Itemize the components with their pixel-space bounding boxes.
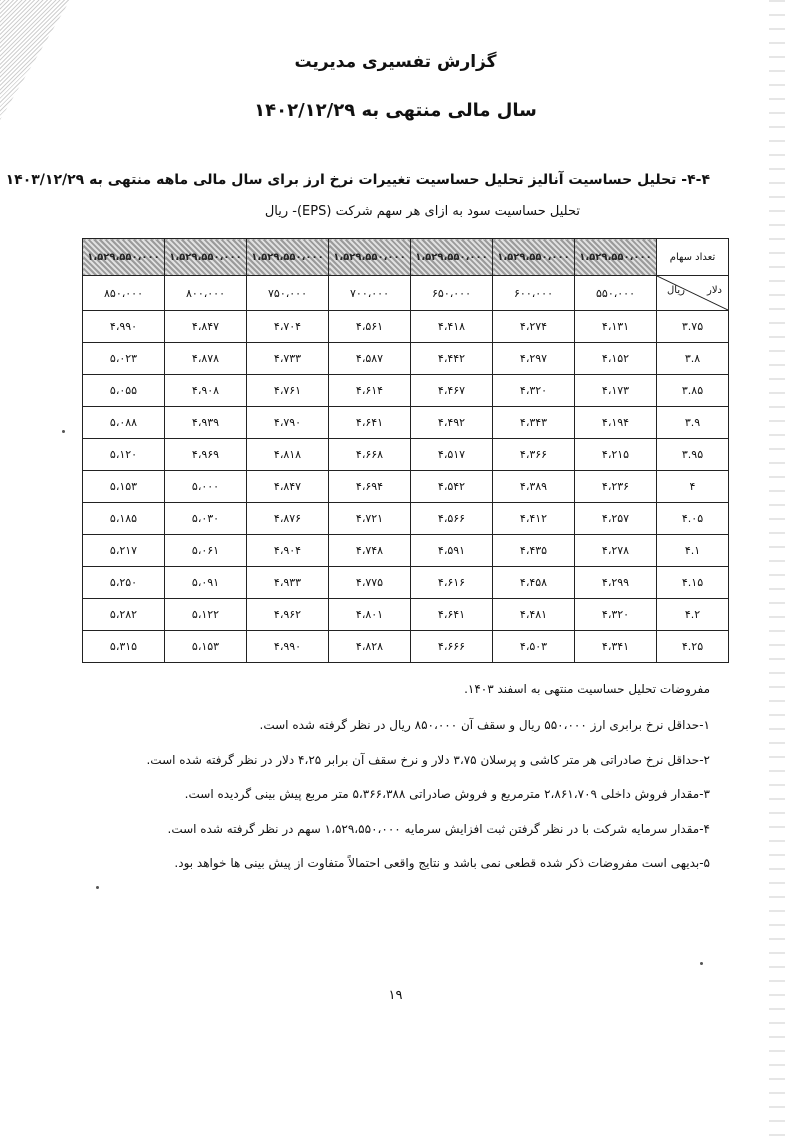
- eps-value-cell: ۴،۶۶۸: [329, 439, 411, 471]
- eps-value-cell: ۴،۴۹۲: [411, 407, 493, 439]
- eps-value-cell: ۵،۱۵۳: [165, 631, 247, 663]
- dollar-rate-cell: ۳.۸۵: [657, 375, 729, 407]
- eps-value-cell: ۵،۱۲۰: [83, 439, 165, 471]
- dollar-rate-cell: ۳.۹۵: [657, 439, 729, 471]
- eps-value-cell: ۴،۸۰۱: [329, 599, 411, 631]
- share-count-cell: ۱،۵۲۹،۵۵۰،۰۰۰: [329, 239, 411, 276]
- eps-value-cell: ۵،۰۶۱: [165, 535, 247, 567]
- dollar-rate-cell: ۴.۱۵: [657, 567, 729, 599]
- eps-sensitivity-table: [82, 238, 729, 663]
- eps-row: [83, 407, 729, 439]
- eps-value-cell: ۴،۳۲۰: [493, 375, 575, 407]
- dollar-rate-cell: ۴.۱: [657, 535, 729, 567]
- rial-rate-cell: ۵۵۰،۰۰۰: [575, 276, 657, 311]
- eps-value-cell: ۵،۰۲۳: [83, 343, 165, 375]
- shares-label: تعداد سهام: [657, 239, 729, 276]
- eps-value-cell: ۵،۳۱۵: [83, 631, 165, 663]
- dollar-rate-cell: ۴: [657, 471, 729, 503]
- rial-rate-row: [83, 276, 729, 311]
- eps-value-cell: ۴،۸۷۶: [247, 503, 329, 535]
- eps-value-cell: ۴،۵۸۷: [329, 343, 411, 375]
- page-number: ۱۹: [388, 988, 403, 1003]
- eps-value-cell: ۴،۲۹۷: [493, 343, 575, 375]
- eps-value-cell: ۴،۶۹۴: [329, 471, 411, 503]
- eps-value-cell: ۴،۹۶۹: [165, 439, 247, 471]
- eps-row: [83, 311, 729, 343]
- eps-value-cell: ۴،۲۵۷: [575, 503, 657, 535]
- eps-value-cell: ۴،۹۶۲: [247, 599, 329, 631]
- eps-value-cell: ۵،۱۵۳: [83, 471, 165, 503]
- eps-value-cell: ۴،۳۸۹: [493, 471, 575, 503]
- eps-value-cell: ۴،۴۱۸: [411, 311, 493, 343]
- share-count-row: [83, 239, 729, 276]
- eps-value-cell: ۴،۹۳۳: [247, 567, 329, 599]
- scan-speck: [62, 430, 65, 433]
- dollar-rate-cell: ۴.۲: [657, 599, 729, 631]
- eps-value-cell: ۴،۱۹۴: [575, 407, 657, 439]
- assumption-item: ۲-حداقل نرخ صادراتی هر متر کاشی و پرسلان ۳،۷۵ دلار و نرخ سقف آن برابر ۴،۲۵ دلار در نظر گرفته شده است.: [146, 752, 710, 767]
- eps-value-cell: ۴،۶۴۱: [411, 599, 493, 631]
- eps-value-cell: ۴،۴۶۷: [411, 375, 493, 407]
- eps-value-cell: ۴،۲۱۵: [575, 439, 657, 471]
- assumption-item: ۴-مقدار سرمایه شرکت با در نظر گرفتن ثبت افزایش سرمایه ۱،۵۲۹،۵۵۰،۰۰۰ سهم در نظر گرفته شده است.: [167, 821, 710, 836]
- eps-value-cell: ۴،۶۱۶: [411, 567, 493, 599]
- eps-value-cell: ۴،۷۷۵: [329, 567, 411, 599]
- share-count-cell: ۱،۵۲۹،۵۵۰،۰۰۰: [165, 239, 247, 276]
- eps-value-cell: ۴،۷۹۰: [247, 407, 329, 439]
- assumption-item: ۳-مقدار فروش داخلی ۲،۸۶۱،۷۰۹ مترمربع و فروش صادراتی ۵،۳۶۶،۳۸۸ متر مربع پیش بینی گردیده است.: [184, 787, 710, 801]
- eps-value-cell: ۴،۸۱۸: [247, 439, 329, 471]
- scan-edge-artifact: [769, 0, 785, 1140]
- eps-value-cell: ۴،۴۴۲: [411, 343, 493, 375]
- eps-value-cell: ۴،۴۱۲: [493, 503, 575, 535]
- section-title: ۴-۴- تحلیل حساسیت آنالیز تحلیل حساسیت تغییرات نرخ ارز برای سال مالی ماهه منتهی به ۱۴۰۳/۱۲/۲۹: [5, 172, 710, 188]
- eps-row: [83, 503, 729, 535]
- eps-value-cell: ۴،۱۳۱: [575, 311, 657, 343]
- eps-value-cell: ۵،۲۱۷: [83, 535, 165, 567]
- eps-value-cell: ۴،۴۸۱: [493, 599, 575, 631]
- eps-value-cell: ۴،۲۹۹: [575, 567, 657, 599]
- eps-row: [83, 471, 729, 503]
- dollar-rate-cell: ۳.۷۵: [657, 311, 729, 343]
- rial-label: ریال: [667, 285, 685, 296]
- eps-value-cell: ۴،۵۴۲: [411, 471, 493, 503]
- share-count-cell: ۱،۵۲۹،۵۵۰،۰۰۰: [493, 239, 575, 276]
- eps-value-cell: ۵،۰۹۱: [165, 567, 247, 599]
- rial-rate-cell: ۸۵۰،۰۰۰: [83, 276, 165, 311]
- eps-value-cell: ۴،۳۲۰: [575, 599, 657, 631]
- eps-value-cell: ۴،۷۲۱: [329, 503, 411, 535]
- eps-value-cell: ۴،۲۷۸: [575, 535, 657, 567]
- rial-rate-cell: ۸۰۰،۰۰۰: [165, 276, 247, 311]
- eps-row: [83, 439, 729, 471]
- rial-rate-cell: ۶۰۰،۰۰۰: [493, 276, 575, 311]
- eps-value-cell: ۵،۲۵۰: [83, 567, 165, 599]
- eps-value-cell: ۴،۷۶۱: [247, 375, 329, 407]
- eps-value-cell: ۴،۱۷۳: [575, 375, 657, 407]
- share-count-cell: ۱،۵۲۹،۵۵۰،۰۰۰: [83, 239, 165, 276]
- eps-value-cell: ۴،۸۲۸: [329, 631, 411, 663]
- table-subtitle: تحلیل حساسیت سود به ازای هر سهم شرکت (EPS)- ریال: [264, 204, 580, 219]
- eps-value-cell: ۴،۲۷۴: [493, 311, 575, 343]
- eps-value-cell: ۴،۵۹۱: [411, 535, 493, 567]
- eps-value-cell: ۴،۹۰۴: [247, 535, 329, 567]
- eps-row: [83, 535, 729, 567]
- eps-value-cell: ۴،۹۹۰: [83, 311, 165, 343]
- share-count-cell: ۱،۵۲۹،۵۵۰،۰۰۰: [411, 239, 493, 276]
- eps-value-cell: ۴،۸۴۷: [247, 471, 329, 503]
- eps-value-cell: ۵،۱۲۲: [165, 599, 247, 631]
- eps-value-cell: ۴،۳۶۶: [493, 439, 575, 471]
- rial-rate-cell: ۷۰۰،۰۰۰: [329, 276, 411, 311]
- eps-value-cell: ۴،۸۷۸: [165, 343, 247, 375]
- eps-row: [83, 567, 729, 599]
- rial-rate-cell: ۶۵۰،۰۰۰: [411, 276, 493, 311]
- share-count-cell: ۱،۵۲۹،۵۵۰،۰۰۰: [247, 239, 329, 276]
- share-count-cell: ۱،۵۲۹،۵۵۰،۰۰۰: [575, 239, 657, 276]
- eps-row: [83, 631, 729, 663]
- eps-value-cell: ۴،۶۴۱: [329, 407, 411, 439]
- report-title: گزارش تفسیری مدیریت: [294, 52, 497, 72]
- assumptions-heading: مفروضات تحلیل حساسیت منتهی به اسفند ۱۴۰۳.: [464, 682, 710, 696]
- eps-value-cell: ۵،۰۵۵: [83, 375, 165, 407]
- eps-value-cell: ۴،۳۴۱: [575, 631, 657, 663]
- eps-value-cell: ۴،۷۰۴: [247, 311, 329, 343]
- dollar-rate-cell: ۴.۲۵: [657, 631, 729, 663]
- eps-value-cell: ۵،۰۳۰: [165, 503, 247, 535]
- eps-value-cell: ۴،۵۶۶: [411, 503, 493, 535]
- eps-value-cell: ۴،۵۶۱: [329, 311, 411, 343]
- eps-row: [83, 599, 729, 631]
- eps-value-cell: ۴،۹۹۰: [247, 631, 329, 663]
- dollar-rate-cell: ۳.۸: [657, 343, 729, 375]
- scan-speck: [700, 962, 703, 965]
- eps-value-cell: ۴،۴۵۸: [493, 567, 575, 599]
- eps-value-cell: ۴،۶۶۶: [411, 631, 493, 663]
- assumption-item: ۱-حداقل نرخ برابری ارز ۵۵۰،۰۰۰ ریال و سقف آن ۸۵۰،۰۰۰ ریال در نظر گرفته شده است.: [259, 718, 710, 732]
- assumption-item: ۵-بدیهی است مفروضات ذکر شده قطعی نمی باشد و نتایج واقعی احتمالاً متفاوت از پیش بینی ها خواهد بود.: [174, 856, 710, 870]
- scan-speck: [96, 886, 99, 889]
- dollar-rial-corner-cell: [657, 276, 729, 311]
- eps-value-cell: ۴،۷۳۳: [247, 343, 329, 375]
- eps-value-cell: ۴،۹۰۸: [165, 375, 247, 407]
- dollar-rate-cell: ۳.۹: [657, 407, 729, 439]
- eps-value-cell: ۵،۰۸۸: [83, 407, 165, 439]
- eps-value-cell: ۵،۲۸۲: [83, 599, 165, 631]
- eps-value-cell: ۵،۰۰۰: [165, 471, 247, 503]
- dollar-label: دلار: [707, 285, 722, 296]
- eps-value-cell: ۴،۱۵۲: [575, 343, 657, 375]
- eps-row: [83, 375, 729, 407]
- eps-value-cell: ۴،۵۰۳: [493, 631, 575, 663]
- eps-value-cell: ۵،۱۸۵: [83, 503, 165, 535]
- eps-value-cell: ۴،۴۳۵: [493, 535, 575, 567]
- eps-value-cell: ۴،۹۳۹: [165, 407, 247, 439]
- eps-value-cell: ۴،۳۴۳: [493, 407, 575, 439]
- eps-value-cell: ۴،۲۳۶: [575, 471, 657, 503]
- assumptions-block: [146, 680, 710, 889]
- fiscal-year-title: سال مالی منتهی به ۱۴۰۲/۱۲/۲۹: [254, 100, 537, 121]
- eps-row: [83, 343, 729, 375]
- eps-value-cell: ۴،۸۴۷: [165, 311, 247, 343]
- eps-value-cell: ۴،۵۱۷: [411, 439, 493, 471]
- eps-value-cell: ۴،۶۱۴: [329, 375, 411, 407]
- eps-value-cell: ۴،۷۴۸: [329, 535, 411, 567]
- dollar-rate-cell: ۴.۰۵: [657, 503, 729, 535]
- rial-rate-cell: ۷۵۰،۰۰۰: [247, 276, 329, 311]
